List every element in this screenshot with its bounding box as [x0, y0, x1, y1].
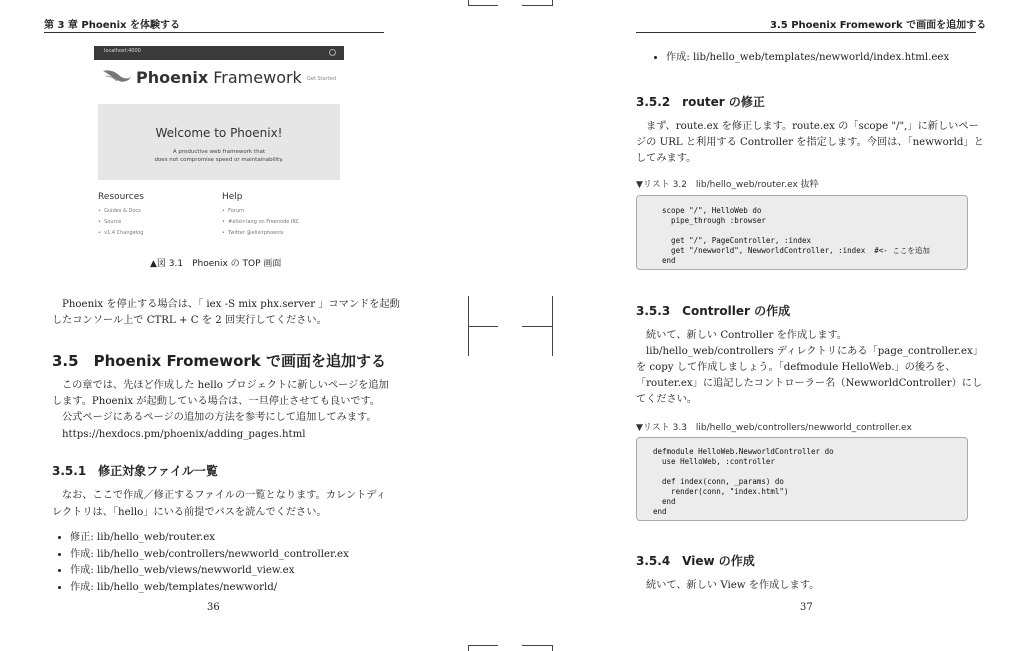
crop-mark [552, 296, 553, 356]
router-para-line: してみます。 [636, 153, 697, 164]
file-list [52, 530, 349, 596]
subsection-title-3-5-3: 3.5.3 Controller の作成 [636, 304, 791, 318]
help-item: • Twitter @elixirphoenix [222, 230, 284, 236]
browser-menu-icon [329, 49, 336, 56]
code-controller: defmodule HelloWeb.NewworldController do use HelloWeb, :controller def index(conn, _params) do render(conn, "index.html") end end [653, 447, 834, 516]
page-number-left: 36 [207, 602, 220, 613]
resource-item: • v1.4 Changelog [98, 230, 144, 236]
crop-mark [522, 5, 552, 6]
figure-caption: ▲図 3.1 Phoenix の TOP 画面 [150, 259, 282, 269]
crop-mark [522, 326, 552, 327]
listing-3-2-label: ▼リスト 3.2 lib/hello_web/router.ex 抜粋 [636, 180, 819, 190]
para-stop-line-1: Phoenix を停止する場合は、「 iex -S mix phx.server 」コマンドを起動 [62, 299, 400, 310]
get-started-link: Get Started [307, 76, 336, 82]
crop-mark [468, 645, 498, 646]
page-number-right: 37 [800, 602, 813, 613]
crop-mark [552, 645, 553, 651]
browser-toolbar [94, 46, 344, 60]
phoenix-bird-logo-icon [102, 68, 132, 84]
crop-mark [468, 5, 498, 6]
brand-bold: Phoenix [136, 68, 209, 87]
controller-para-line: 「router.ex」に追記したコントローラー名（NewworldController）にし [636, 378, 983, 389]
phoenix-brand [136, 68, 302, 87]
router-para-line: まず、route.ex を修正します。route.ex の「scope "/",」に新しいペー [646, 121, 979, 132]
help-item: • Forum [222, 208, 244, 214]
code-router: scope "/", HelloWeb do pipe_through :browser get "/", PageController, :index get "/newworld", NewworldController, :index #<- ここを追加 end [662, 206, 930, 265]
controller-para-line: を copy して作成しましょう。「defmodule HelloWeb.」の後ろを、 [636, 362, 956, 373]
section-title-3-5: 3.5 Phoenix Fromework で画面を追加する [52, 352, 386, 370]
header-rule-left [44, 32, 384, 33]
resource-item: • Guides & Docs [98, 208, 141, 214]
list-item: • 作成: lib/hello_web/controllers/newworld_controller.ex [70, 547, 349, 564]
section-para-line: 公式ページにあるページの追加の方法を参考にして追加してみます。 [62, 412, 377, 423]
code-block-router [636, 195, 968, 270]
listing-3-3-label: ▼リスト 3.3 lib/hello_web/controllers/newworld_controller.ex [636, 423, 912, 433]
subsection-para-line: レクトリは、「hello」にいる前提でパスを読んでください。 [52, 507, 327, 518]
resources-heading: Resources [98, 192, 144, 202]
subsection-para-line: なお、ここで作成／修正するファイルの一覧となります。カレントディ [62, 490, 386, 501]
section-para-line: この章では、先ほど作成した hello プロジェクトに新しいページを追加 [62, 380, 389, 391]
subsection-title-3-5-4: 3.5.4 View の作成 [636, 554, 755, 568]
figure-phoenix-top-screenshot [94, 46, 344, 246]
list-item: • 修正: lib/hello_web/router.ex [70, 530, 349, 547]
resource-item: • Source [98, 219, 122, 225]
running-head-right: 3.5 Phoenix Fromework で画面を追加する [770, 20, 987, 31]
tagline-line-1: A productive web framework that [172, 149, 266, 155]
file-list-continued [648, 50, 949, 67]
tagline-line-2: does not compromise speed or maintainability. [154, 157, 284, 163]
section-para-line: します。Phoenix が起動している場合は、一旦停止させても良いです。 [52, 396, 380, 407]
crop-mark [468, 326, 498, 327]
para-stop-line-2: したコンソール上で CTRL + C を 2 回実行してください。 [52, 315, 327, 326]
list-item: • 作成: lib/hello_web/templates/newworld/index.html.eex [666, 50, 949, 67]
hexdocs-url: https://hexdocs.pm/phoenix/adding_pages.html [62, 429, 306, 440]
brand-light: Framework [213, 68, 302, 87]
code-block-controller [636, 437, 968, 521]
welcome-tagline [98, 148, 340, 164]
crop-mark [522, 645, 552, 646]
help-item: • #elixir-lang on Freenode IRC [222, 219, 300, 225]
subsection-title-3-5-2: 3.5.2 router の修正 [636, 95, 765, 109]
browser-url: localhost:4000 [104, 48, 141, 54]
controller-para-line: lib/hello_web/controllers ディレクトリにある「page_controller.ex」 [646, 346, 983, 357]
crop-mark [552, 0, 553, 6]
router-para-line: ジの URL と利用する Controller を指定します。今回は、「newworld」と [636, 137, 984, 148]
controller-para-line: てください。 [636, 394, 698, 405]
list-item: • 作成: lib/hello_web/templates/newworld/ [70, 580, 349, 597]
controller-para-line: 続いて、新しい Controller を作成します。 [646, 330, 848, 341]
view-para-line: 続いて、新しい View を作成します。 [646, 580, 820, 591]
subsection-title-3-5-1: 3.5.1 修正対象ファイル一覧 [52, 464, 218, 478]
help-heading: Help [222, 192, 243, 202]
running-head-left: 第 3 章 Phoenix を体験する [44, 20, 180, 31]
list-item: • 作成: lib/hello_web/views/newworld_view.ex [70, 563, 349, 580]
welcome-hero [98, 104, 340, 180]
welcome-heading: Welcome to Phoenix! [155, 126, 283, 140]
header-rule-right [636, 32, 976, 33]
